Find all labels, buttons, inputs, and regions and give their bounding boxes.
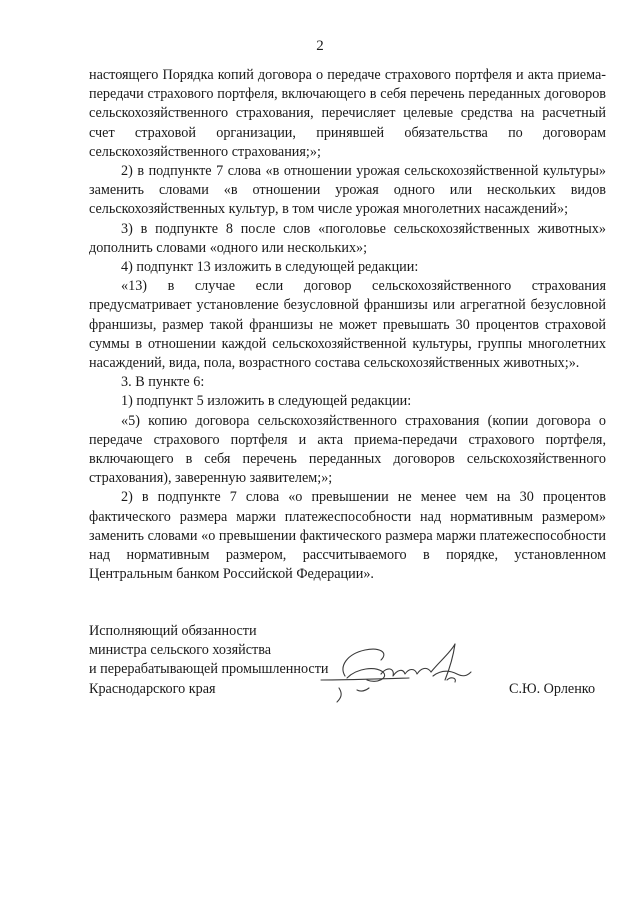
- paragraph: «13) в случае если договор сельскохозяйственного страхования предусматривает установление безусловной франшизы или агрегатной безусловной франшизы, размер такой франшизы не может превышать 30 процентов страховой суммы в отношении каждой сельскохозяйственной культуры, группы многолетних насаждений, вида, пола, возрастного состава сельскохозяйственных животных;».: [89, 278, 606, 372]
- document-body: [89, 66, 606, 584]
- paragraph: 3) в подпункте 8 после слов «поголовье сельскохозяйственных животных» дополнить словами «одного или нескольких»;: [89, 220, 606, 256]
- paragraph: 1) подпункт 5 изложить в следующей редакции:: [121, 393, 412, 410]
- signer-title-line: и перерабатывающей промышленности: [89, 661, 329, 678]
- paragraph: 2) в подпункте 7 слова «в отношении урожая сельскохозяйственной культуры» заменить словами «в отношении урожая одного или нескольких видов сельскохозяйственных культур, в том числе урожая многолетних насаждений»;: [89, 163, 606, 218]
- signer-title-line: Исполняющий обязанности: [89, 623, 257, 639]
- signer-title-line: министра сельского хозяйства: [89, 642, 272, 659]
- signature-block: [89, 622, 609, 712]
- paragraph: настоящего Порядка копий договора о передаче страхового портфеля и акта приема-передачи страхового портфеля, включающего в себя перечень переданных договоров сельскохозяйственного страхования, перечисляет целевые средства на расчетный счет страховой организации, принявшей обязательства по договорам сельскохозяйственного страхования;»;: [89, 67, 606, 160]
- paragraph: «5) копию договора сельскохозяйственного страхования (копии договора о передаче страхового портфеля и акта приема-передачи страхового портфеля, включающего в себя перечень переданных договоров сельскохозяйственного страхования), заверенную заявителем;»;: [89, 412, 606, 487]
- signer-name: С.Ю. Орленко: [509, 681, 596, 697]
- paragraph: 3. В пункте 6:: [121, 374, 205, 391]
- paragraph: 4) подпункт 13 изложить в следующей редакции:: [121, 259, 419, 276]
- signer-title-line: Краснодарского края: [89, 680, 216, 697]
- page-number: 2: [316, 38, 324, 54]
- paragraph: 2) в подпункте 7 слова «о превышении не менее чем на 30 процентов фактического размера маржи платежеспособности над нормативным размером» заменить словами «о превышении фактического размера маржи платежеспособности над нормативным размером, рассчитываемого в порядке, установленном Центральным банком Российской Федерации».: [89, 489, 606, 583]
- handwritten-signature-icon: [317, 636, 497, 706]
